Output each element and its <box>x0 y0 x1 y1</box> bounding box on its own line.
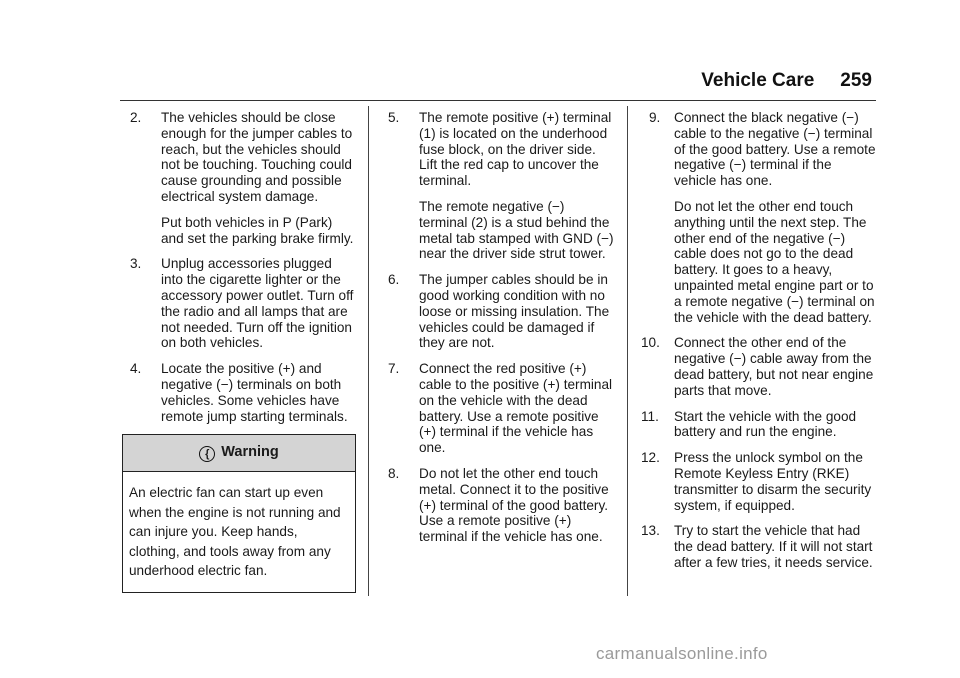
warning-icon: { <box>199 446 215 462</box>
step-11 <box>641 409 877 441</box>
step-number: 13. <box>641 523 660 539</box>
step-8 <box>388 466 616 545</box>
step-number: 12. <box>641 450 660 466</box>
step-6 <box>388 272 616 351</box>
step-number: 3. <box>130 256 142 272</box>
step-3 <box>130 256 356 351</box>
step-2 <box>130 110 356 205</box>
step-2-note: Put both vehicles in P (Park) and set the parking brake firmly. <box>161 214 354 246</box>
step-text: The vehicles should be close enough for the jumper cables to reach, but the vehicles should not be touching. Touching could cause grounding and possible electrical system damage. <box>161 110 353 204</box>
watermark: carmanualsonline.info <box>596 644 768 663</box>
column-divider-2 <box>627 106 628 596</box>
page-header <box>701 70 872 92</box>
step-text: Connect the other end of the negative (−) cable away from the dead battery, but not near engine parts that move. <box>674 335 874 398</box>
warning-title: Warning <box>221 444 279 461</box>
step-text: Press the unlock symbol on the Remote Keyless Entry (RKE) transmitter to disarm the security system, if equipped. <box>674 450 872 513</box>
step-text: Connect the black negative (−) cable to the negative (−) terminal of the good battery. Use a remote negative (−) terminal if the vehicle has one. <box>674 110 876 189</box>
step-4 <box>130 361 356 424</box>
step-text: Do not let the other end touch metal. Connect it to the positive (+) terminal of the good battery. Use a remote positive (+) terminal if the vehicle has one. <box>419 465 609 545</box>
header-rule <box>120 100 876 101</box>
step-number: 10. <box>641 335 660 351</box>
step-5-note: The remote negative (−) terminal (2) is a stud behind the metal tab stamped with GND (−) near the driver side strut tower. <box>419 198 614 262</box>
warning-box <box>122 434 356 593</box>
step-10 <box>641 335 877 398</box>
step-number: 9. <box>649 110 661 125</box>
step-text: The remote positive (+) terminal (1) is located on the underhood fuse block, on the driver side. Lift the red cap to uncover the terminal. <box>419 110 612 189</box>
step-9 <box>641 110 877 189</box>
step-number: 4. <box>130 361 142 377</box>
step-number: 2. <box>130 110 142 125</box>
page-number: 259 <box>840 70 872 91</box>
step-text: Locate the positive (+) and negative (−) terminals on both vehicles. Some vehicles have remote jump starting terminals. <box>161 361 348 424</box>
step-13 <box>641 523 877 570</box>
step-text: The jumper cables should be in good working condition with no loose or missing insulation. The vehicles could be damaged if they are not. <box>419 272 610 351</box>
step-9-note: Do not let the other end touch anything until the next step. The other end of the negative (−) cable does not go to the dead battery. It goes to a heavy, unpainted metal engine part or to a remote negative (−) terminal on the vehicle with the dead battery. <box>674 198 875 325</box>
step-text: Unplug accessories plugged into the cigarette lighter or the accessory power outlet. Turn off the radio and all lamps that are not needed. Turn off the ignition on both vehicles. <box>161 256 354 351</box>
warning-header <box>123 435 355 472</box>
step-5 <box>388 110 616 189</box>
column-1 <box>130 110 356 593</box>
step-number: 11. <box>641 408 659 424</box>
step-number: 7. <box>388 361 400 377</box>
step-12 <box>641 450 877 513</box>
column-3 <box>641 110 877 581</box>
column-2 <box>388 110 616 555</box>
step-text: Try to start the vehicle that had the dead battery. If it will not start after a few tries, it needs service. <box>674 523 873 570</box>
step-text: Connect the red positive (+) cable to the positive (+) terminal on the vehicle with the dead battery. Use a remote positive (+) terminal if the vehicle has one. <box>419 361 613 456</box>
step-number: 6. <box>388 272 400 288</box>
step-7 <box>388 361 616 456</box>
warning-text: An electric fan can start up even when the engine is not running and can injure you. Keep hands, clothing, and tools away from any underhood electric fan. <box>129 485 341 578</box>
section-title: Vehicle Care <box>701 70 815 91</box>
column-divider-1 <box>368 106 369 596</box>
step-number: 8. <box>388 465 400 481</box>
step-number: 5. <box>388 110 400 125</box>
step-text: Start the vehicle with the good battery and run the engine. <box>674 408 857 440</box>
